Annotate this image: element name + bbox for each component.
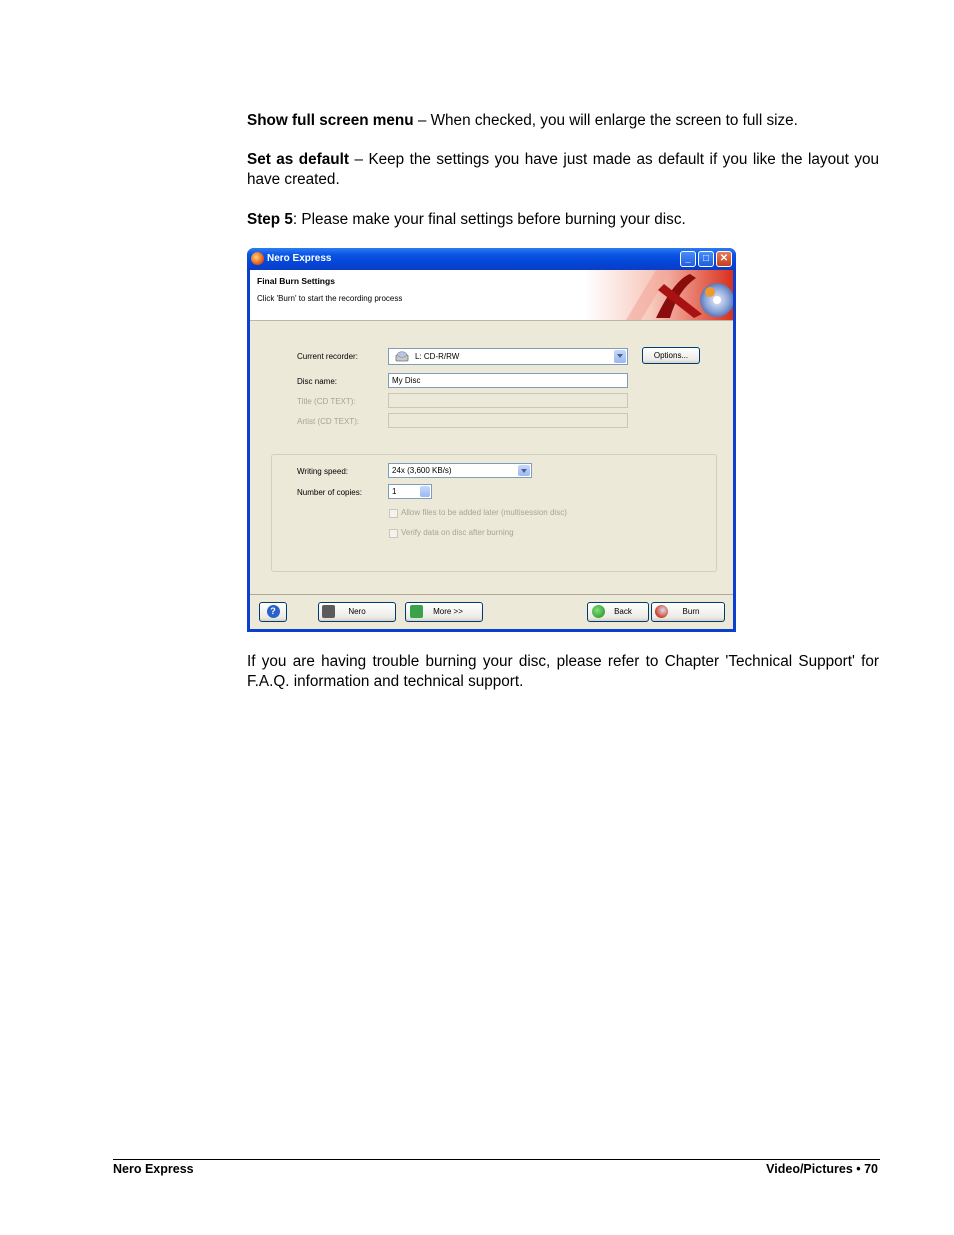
- allow-files-label: Allow files to be added later (multisession disc): [401, 508, 567, 517]
- header-band: [250, 270, 733, 321]
- title-cd-text-input[interactable]: [388, 393, 628, 408]
- current-recorder-select[interactable]: [388, 348, 628, 365]
- help-icon: ?: [267, 605, 280, 618]
- cd-drive-icon: [395, 351, 409, 362]
- term-show-full-screen-menu: Show full screen menu: [247, 112, 414, 129]
- chevron-down-icon[interactable]: [518, 465, 530, 476]
- header-subtitle: Click 'Burn' to start the recording process: [257, 294, 403, 303]
- title-cd-text-label: Title (CD TEXT):: [297, 397, 356, 406]
- nero-button-label: Nero: [348, 607, 366, 616]
- allow-files-checkbox[interactable]: [389, 509, 398, 518]
- writing-speed-value: 24x (3,600 KB/s): [392, 466, 452, 475]
- term-step-5: Step 5: [247, 211, 293, 228]
- minimize-button[interactable]: [680, 251, 696, 267]
- verify-data-checkbox[interactable]: [389, 529, 398, 538]
- footer-separator: [250, 594, 733, 595]
- artist-cd-text-label: Artist (CD TEXT):: [297, 417, 360, 426]
- nero-app-icon: [251, 252, 264, 265]
- maximize-button[interactable]: [698, 251, 714, 267]
- more-button[interactable]: [405, 602, 483, 622]
- paragraph-step-5: [247, 210, 879, 230]
- trouble-burning-text: If you are having trouble burning your disc, please refer to Chapter 'Technical Support' for F.A.Q. information and technical support.: [247, 653, 879, 690]
- more-options-icon: [410, 605, 423, 618]
- term-set-as-default: Set as default: [247, 151, 349, 168]
- footer-page-number: Video/Pictures • 70: [766, 1162, 878, 1176]
- chevron-down-icon[interactable]: [614, 350, 626, 363]
- maximize-icon: □: [702, 253, 710, 264]
- disc-name-input[interactable]: My Disc: [388, 373, 628, 388]
- burn-button-label: Burn: [682, 607, 700, 616]
- number-of-copies-label: Number of copies:: [297, 488, 362, 497]
- burn-disc-icon: [655, 605, 668, 618]
- title-bar: [247, 248, 736, 270]
- current-recorder-value: L: CD-R/RW: [415, 352, 460, 361]
- burn-button[interactable]: [651, 602, 725, 622]
- disc-name-label: Disc name:: [297, 377, 338, 386]
- minimize-icon: _: [685, 253, 691, 264]
- help-button[interactable]: [259, 602, 287, 622]
- number-of-copies-spinner[interactable]: [388, 484, 432, 499]
- close-button[interactable]: [716, 251, 732, 267]
- back-button[interactable]: [587, 602, 649, 622]
- more-button-label: More >>: [433, 607, 463, 616]
- nero-express-dialog: [247, 248, 736, 632]
- number-of-copies-value: 1: [392, 487, 397, 496]
- paragraph-show-full-screen-menu: [247, 111, 879, 131]
- nero-burn-logo-icon: [586, 270, 733, 320]
- back-arrow-icon: [592, 605, 605, 618]
- back-button-label: Back: [614, 607, 632, 616]
- footer-section-title: Nero Express: [113, 1162, 194, 1176]
- current-recorder-label: Current recorder:: [297, 352, 358, 361]
- paragraph-trouble-burning: [247, 652, 879, 692]
- description-step-5: : Please make your final settings before burning your disc.: [292, 211, 686, 228]
- dialog-client-area: [250, 270, 733, 629]
- options-button[interactable]: Options...: [642, 347, 700, 364]
- writing-speed-label: Writing speed:: [297, 467, 348, 476]
- writing-speed-select[interactable]: [388, 463, 532, 478]
- close-icon: ✕: [719, 253, 729, 264]
- nero-button[interactable]: [318, 602, 396, 622]
- spin-arrows-icon[interactable]: [420, 486, 430, 497]
- verify-data-label: Verify data on disc after burning: [401, 528, 514, 537]
- header-title: Final Burn Settings: [257, 276, 335, 286]
- window-title: Nero Express: [267, 253, 332, 264]
- description-set-as-default: – Keep the settings you have just made as default if you like the layout you have created.: [247, 151, 879, 188]
- footer-rule: [113, 1159, 880, 1160]
- paragraph-set-as-default: [247, 150, 879, 190]
- description-show-full-screen-menu: – When checked, you will enlarge the screen to full size.: [413, 112, 798, 129]
- artist-cd-text-input[interactable]: [388, 413, 628, 428]
- nero-icon: [322, 605, 335, 618]
